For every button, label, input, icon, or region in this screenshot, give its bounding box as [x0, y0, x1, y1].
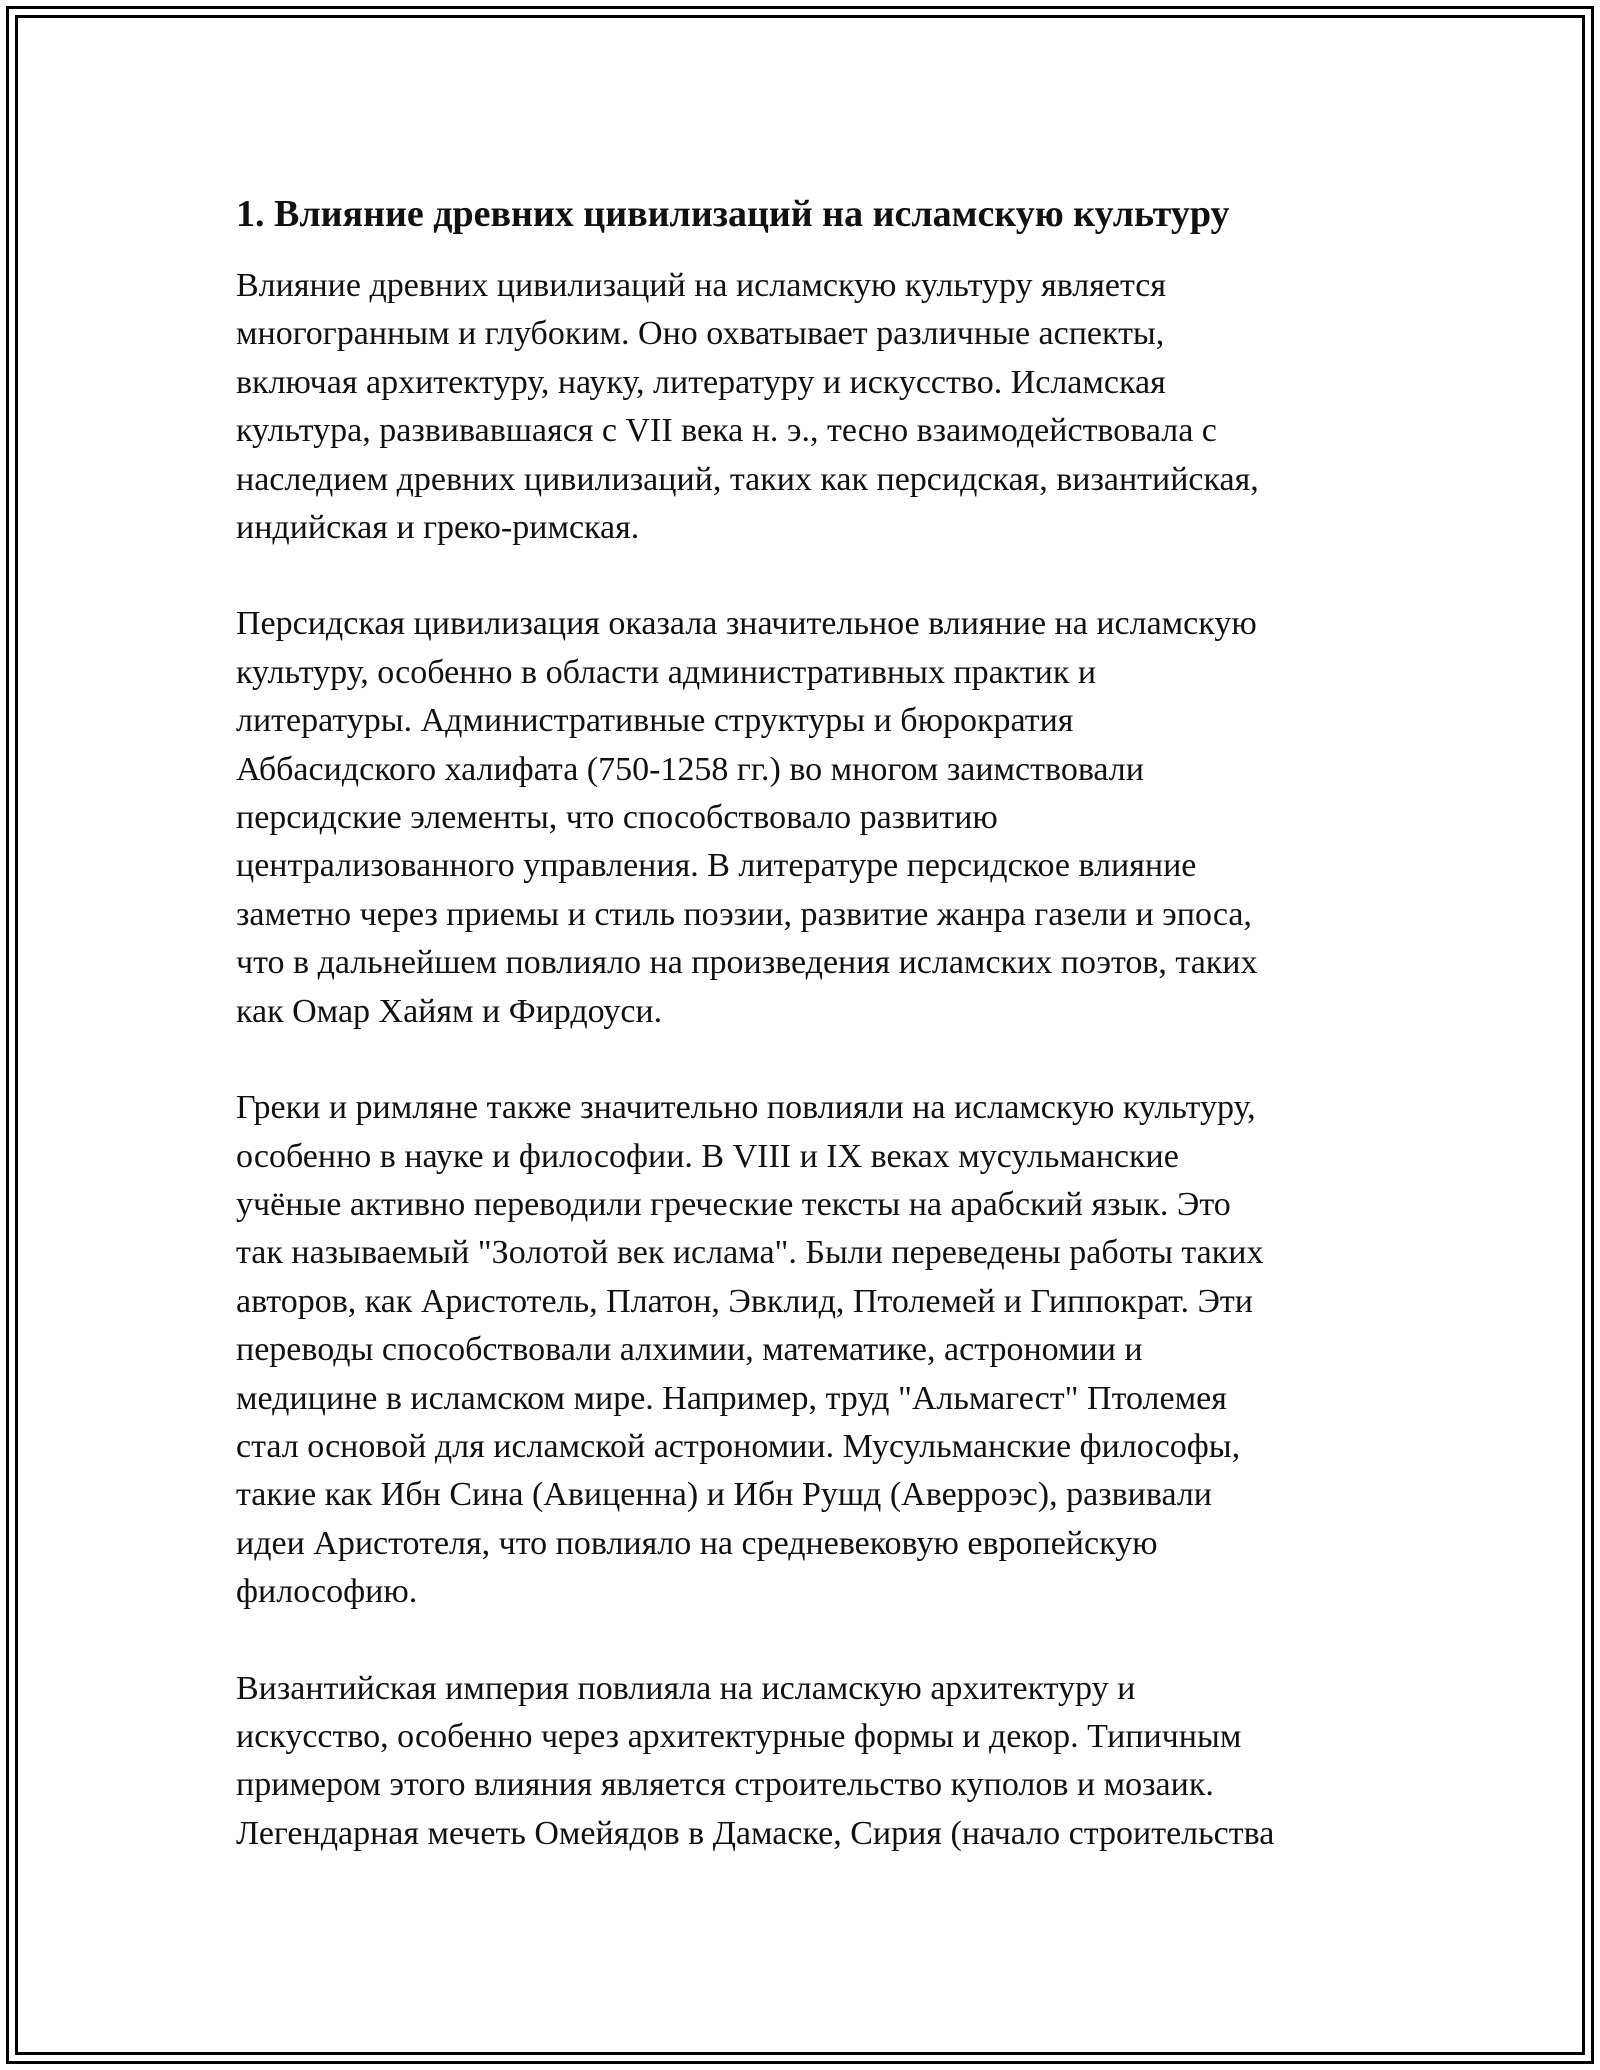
text-line: Греки и римляне также значительно повлияли на исламскую культуру, — [236, 1089, 1256, 1127]
text-line: Аббасидского халифата (750-1258 гг.) во многом заимствовали — [236, 750, 1144, 788]
text-line: особенно в науке и философии. В VIII и IX веках мусульманские — [236, 1137, 1179, 1175]
text-line: многогранным и глубоким. Оно охватывает различные аспекты, — [236, 315, 1165, 353]
text-line: заметно через приемы и стиль поэзии, развитие жанра газели и эпоса, — [236, 895, 1252, 933]
paragraph-intro — [236, 262, 1386, 552]
paragraph-byzantine — [236, 1665, 1386, 1859]
text-line: Влияние древних цивилизаций на исламскую культуру является — [236, 267, 1167, 304]
text-line: так называемый "Золотой век ислама". Были переведены работы таких — [236, 1234, 1264, 1272]
text-line: как Омар Хайям и Фирдоуси. — [236, 992, 663, 1030]
text-line: идеи Аристотеля, что повлияло на средневековую европейскую — [236, 1524, 1158, 1562]
text-line: стал основой для исламской астрономии. Мусульманские философы, — [236, 1427, 1241, 1465]
text-line: примером этого влияния является строительство куполов и мозаик. — [236, 1766, 1214, 1804]
document-body — [236, 188, 1386, 1906]
text-line: переводы способствовали алхимии, математике, астрономии и — [236, 1331, 1143, 1369]
text-line: Легендарная мечеть Омейядов в Дамаске, Сирия (начало строительства — [236, 1814, 1275, 1852]
text-line: Персидская цивилизация оказала значительное влияние на исламскую — [236, 605, 1257, 643]
text-line: включая архитектуру, науку, литературу и искусство. Исламская — [236, 363, 1166, 401]
text-line: наследием древних цивилизаций, таких как персидская, византийская, — [236, 460, 1259, 498]
text-line: культура, развивавшаяся с VII века н. э., тесно взаимодействовала с — [236, 412, 1217, 450]
text-line: культуру, особенно в области административных практик и — [236, 653, 1097, 691]
text-line: персидские элементы, что способствовало развитию — [236, 799, 998, 837]
section-heading: 1. Влияние древних цивилизаций на исламскую культуру — [236, 193, 1230, 235]
paragraph-greco-roman — [236, 1084, 1386, 1616]
paragraph-persian — [236, 600, 1386, 1036]
text-line: авторов, как Аристотель, Платон, Эвклид, Птолемей и Гиппократ. Эти — [236, 1282, 1253, 1320]
text-line: централизованного управления. В литературе персидское влияние — [236, 847, 1197, 885]
text-line: такие как Ибн Сина (Авиценна) и Ибн Рушд (Аверроэс), развивали — [236, 1476, 1213, 1514]
text-line: учёные активно переводили греческие тексты на арабский язык. Это — [236, 1185, 1231, 1223]
text-line: литературы. Административные структуры и бюрократия — [236, 702, 1074, 740]
text-line: индийская и греко-римская. — [236, 509, 640, 547]
text-line: искусство, особенно через архитектурные формы и декор. Типичным — [236, 1717, 1242, 1755]
text-line: что в дальнейшем повлияло на произведения исламских поэтов, таких — [236, 944, 1258, 982]
text-line: философию. — [236, 1573, 418, 1611]
text-line: Византийская империя повлияла на исламскую архитектуру и — [236, 1669, 1136, 1707]
text-line: медицине в исламском мире. Например, труд "Альмагест" Птолемея — [236, 1379, 1227, 1417]
